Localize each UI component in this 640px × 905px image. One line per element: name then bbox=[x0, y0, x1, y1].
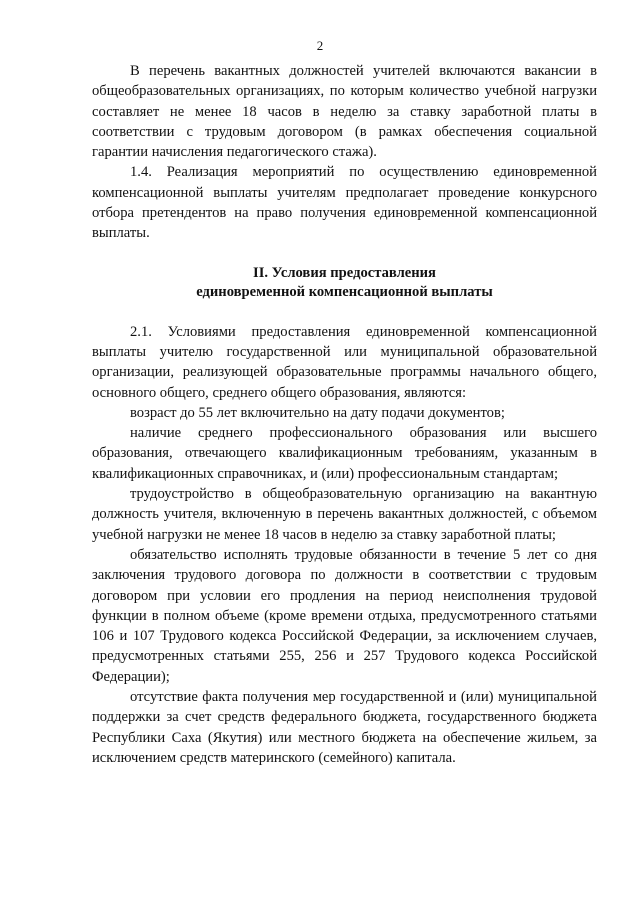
paragraph-vacancies-list: В перечень вакантных должностей учителей включаются вакансии в общеобразовательных организациях, по которым количество учебной нагрузки составляет не менее 18 часов в неделю за ставку заработной платы в соответствии с трудовым договором (в рамках обеспечения социальной гарантии начисления педагогического стажа). bbox=[92, 63, 597, 161]
section-heading bbox=[92, 264, 597, 302]
condition-no-housing-support: отсутствие факта получения мер государственной и (или) муниципальной поддержки за счет средств федерального бюджета, государственного бюджета Республики Саха (Якутия) или местного бюджета на обеспечение жильем, за исключением средств материнского (семейного) капитала. bbox=[92, 689, 597, 766]
document-body bbox=[92, 61, 597, 768]
condition-education: наличие среднего профессионального образования или высшего образования, отвечающего квалификационным требованиям, указанным в квалификационных справочниках, и (или) профессиональным стандартам; bbox=[92, 425, 597, 482]
paragraph-1-4: 1.4. Реализация мероприятий по осуществлению единовременной компенсационной выплаты учителям предполагает проведение конкурсного отбора претендентов на право получения единовременной компенсационной выплаты. bbox=[92, 164, 597, 242]
paragraph-2-1: 2.1. Условиями предоставления единовременной компенсационной выплаты учителю государственной или муниципальной образовательной организации, реализующей образовательные программы начального общего, основного общего, среднего общего образования, являются: bbox=[92, 323, 597, 401]
section-title-line-2: единовременной компенсационной выплаты bbox=[196, 283, 493, 300]
page-number: 2 bbox=[316, 38, 324, 53]
section-title-line-1: II. Условия предоставления bbox=[253, 264, 436, 281]
condition-age: возраст до 55 лет включительно на дату подачи документов; bbox=[130, 404, 505, 421]
condition-employment: трудоустройство в общеобразовательную организацию на вакантную должность учителя, включенную в перечень вакантных должностей, с объемом учебной нагрузки не менее 18 часов в неделю за ставку заработной платы; bbox=[92, 486, 597, 543]
condition-obligation: обязательство исполнять трудовые обязанности в течение 5 лет со дня заключения трудового договора по должности в соответствии с трудовым договором при условии его продления на период неисполнения трудовой функции в полном объеме (кроме времени отдыха, предусмотренного статьями 106 и 107 Трудового кодекса Российской Федерации, за исключением случаев, предусмотренных статьями 255, 256 и 257 Трудового кодекса Российской Федерации); bbox=[92, 546, 597, 685]
